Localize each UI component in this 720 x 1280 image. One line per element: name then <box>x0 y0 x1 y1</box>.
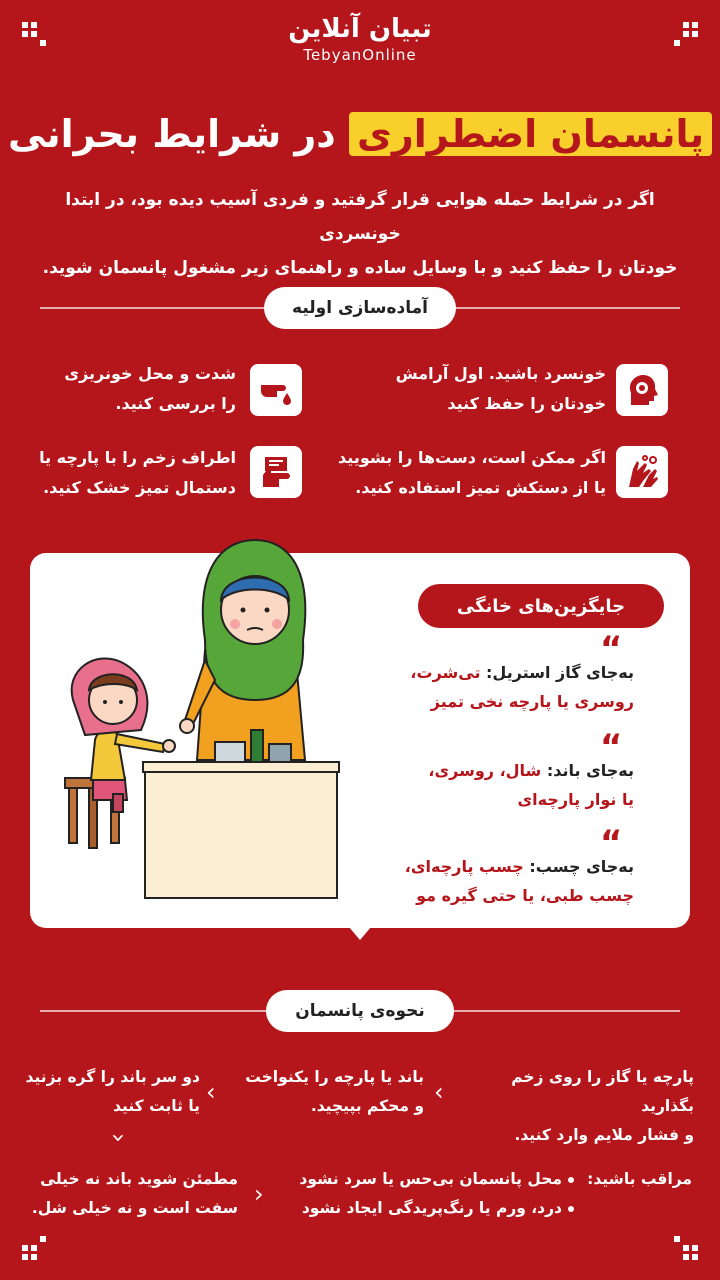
brand-logo-en: TebyanOnline <box>303 46 417 64</box>
calm-head-icon <box>616 364 668 416</box>
prep-item-text <box>370 359 606 419</box>
caution-text: درد، ورم یا رنگ‌پریدگی ایجاد نشود <box>301 1199 562 1217</box>
intro-line: اگر در شرایط حمله هوایی قرار گرفتید و فردی آسیب دیده بود، در ابتدا خونسردی <box>65 190 655 244</box>
chevron-right-icon: ‹ <box>254 1180 264 1208</box>
brand-logo-fa: تبیان آنلاین <box>288 14 432 44</box>
prep-item-line: اگر ممکن است، دست‌ها را بشویید <box>338 448 606 467</box>
alternative-line <box>370 756 634 785</box>
intro-line: خودتان را حفظ کنید و با وسایل ساده و راهنمای زیر مشغول پانسمان شوید. <box>42 258 678 278</box>
alternative-lead: به‌جای گاز استریل: <box>486 663 634 682</box>
section-title-prep: آماده‌سازی اولیه <box>264 287 456 329</box>
prep-item-line: اطراف زخم را با پارچه یا <box>39 448 236 467</box>
corner-dots-icon <box>674 1236 698 1260</box>
how-step-line: و محکم بپیچید. <box>310 1097 424 1115</box>
how-step-line: دو سر باند را گره بزنید <box>25 1068 200 1086</box>
caution-item <box>282 1194 574 1223</box>
how-step <box>458 1063 694 1150</box>
alternative-item <box>370 658 634 716</box>
chevron-left-icon: ‹ <box>206 1078 216 1106</box>
bullet-icon <box>568 1177 574 1183</box>
card-tail <box>343 920 377 940</box>
prep-item-line: دستمال تمیز خشک کنید. <box>43 478 236 497</box>
mother-child-illustration <box>55 530 355 905</box>
how-step-line: و فشار ملایم وارد کنید. <box>514 1126 694 1144</box>
caution-label: مراقب باشید: <box>587 1170 692 1188</box>
prep-item-line: خونسرد باشید. اول آرامش <box>395 364 606 383</box>
alternative-highlight: یا نوار پارچه‌ای <box>517 790 634 809</box>
caution-list <box>282 1165 574 1223</box>
page-title <box>0 112 720 156</box>
section-title-alternatives: جایگزین‌های خانگی <box>418 584 664 628</box>
chevron-left-icon: ‹ <box>434 1078 444 1106</box>
section-title-how: نحوه‌ی پانسمان <box>266 990 454 1032</box>
alternative-lead: به‌جای چسب: <box>529 857 634 876</box>
alternative-item <box>370 756 634 814</box>
quote-icon: “ <box>600 629 623 669</box>
bullet-icon <box>568 1206 574 1212</box>
how-step-line: پارچه یا گاز را روی زخم بگذارید <box>511 1068 694 1115</box>
prep-item-line: شدت و محل خونریزی <box>64 364 236 383</box>
prep-item-text <box>30 443 236 503</box>
wash-hands-icon <box>616 446 668 498</box>
how-step-line: یا ثابت کنید <box>113 1097 200 1115</box>
chevron-down-icon: ‹ <box>102 1133 131 1143</box>
alternative-line <box>370 658 634 687</box>
alternative-highlight: چسب پارچه‌ای، <box>404 857 524 876</box>
caution-item <box>282 1165 574 1194</box>
alternative-highlight: روسری یا پارچه نخی تمیز <box>430 692 634 711</box>
how-step-line: باند یا پارچه را یکنواخت <box>245 1068 424 1086</box>
how-step-line: مطمئن شوید باند نه خیلی <box>40 1170 238 1188</box>
quote-icon: “ <box>600 727 623 767</box>
how-step <box>24 1165 238 1223</box>
alternative-highlight: شال، روسری، <box>428 761 542 780</box>
prep-item-line: را بررسی کنید. <box>115 394 236 413</box>
alternative-item <box>370 852 634 910</box>
quote-icon: “ <box>600 823 623 863</box>
alternative-lead: به‌جای باند: <box>546 761 634 780</box>
prep-item-text <box>330 443 606 503</box>
title-rest: در شرایط بحرانی <box>7 112 336 156</box>
alternative-line <box>370 852 634 881</box>
caution-text: محل پانسمان بی‌حس یا سرد نشود <box>299 1170 562 1188</box>
prep-item-line: خودتان را حفظ کنید <box>447 394 606 413</box>
bleeding-hand-icon <box>250 364 302 416</box>
alternative-highlight: چسب طبی، یا حتی گیره مو <box>416 886 634 905</box>
prep-item-line: یا از دستکش تمیز استفاده کنید. <box>355 478 606 497</box>
how-step <box>232 1063 424 1121</box>
how-step-line: سفت است و نه خیلی شل. <box>31 1199 238 1217</box>
intro-paragraph <box>40 183 680 285</box>
cloth-hand-icon <box>250 446 302 498</box>
title-highlight: پانسمان اضطراری <box>349 112 712 156</box>
prep-item-text <box>40 359 236 419</box>
how-step <box>24 1063 200 1121</box>
alternative-highlight: تی‌شرت، <box>410 663 481 682</box>
corner-dots-icon <box>22 1236 46 1260</box>
